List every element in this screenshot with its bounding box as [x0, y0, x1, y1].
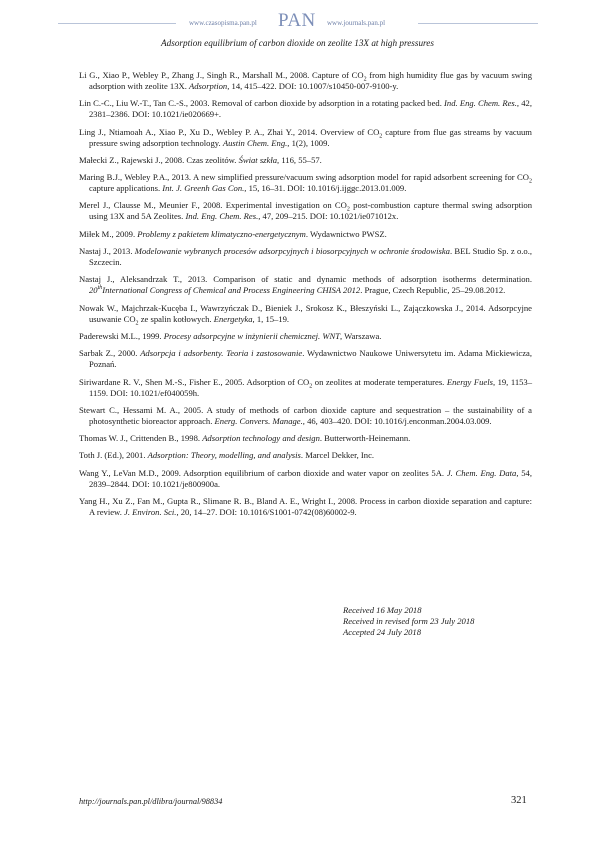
article-dates	[343, 605, 474, 639]
reference-text: Ling J., Ntiamoah A., Xiao P., Xu D., Webley P. A., Zhai Y., 2014. Overview of CO	[79, 126, 380, 137]
reference-text: , 54, 2839–2844. DOI: 10.1021/je800900a.	[89, 467, 532, 489]
reference-text: Sarbak Z., 2000.	[79, 348, 141, 359]
reference-text: Li G., Xiao P., Webley P., Zhang J., Singh R., Marshall M., 2008. Capture of CO	[79, 70, 364, 80]
reference-text: 2	[346, 207, 350, 214]
reference-text: Nastaj J., 2013.	[79, 246, 135, 257]
reference-text: Stewart C., Hessami M. A., 2005. A study of methods of carbon dioxide capture and sequestration – the sustainability of a photosynthetic bioreactor approach.	[79, 404, 532, 426]
reference-text: Energy Fuels	[446, 376, 493, 387]
reference-item	[79, 377, 532, 399]
reference-text: Energetyka	[213, 313, 253, 324]
reference-item	[79, 433, 532, 444]
reference-text: Świat szkła	[238, 154, 278, 165]
reference-text: . Prague, Czech Republic, 25–29.08.2012.	[360, 285, 506, 296]
reference-text: Wang Y., LeVan M.D., 2009. Adsorption equilibrium of carbon dioxide and water vapor on zeolites 5A.	[79, 467, 447, 478]
reference-text: th	[97, 285, 103, 292]
reference-text: . Wydawnictwo PWSZ.	[305, 228, 387, 239]
footer-journal-url[interactable]: http://journals.pan.pl/dlibra/journal/98834	[79, 797, 223, 806]
reference-text: Energ. Convers. Manage.	[214, 415, 303, 426]
reference-text: J. Environ. Sci.	[124, 507, 177, 518]
reference-text: . BEL Studio Sp. z o.o., Szczecin.	[89, 246, 532, 268]
reference-text: Ind. Eng. Chem. Res.	[185, 211, 259, 222]
masthead-url-left[interactable]: www.czasopisma.pan.pl	[189, 19, 257, 27]
reference-item	[79, 450, 532, 461]
reference-text: Adsorpcja i adsorbenty. Teoria i zastosowanie	[140, 348, 303, 359]
reference-text: , Warszawa.	[340, 330, 382, 341]
reference-text: Merel J., Clausse M., Meunier F., 2008. Experimental investigation on CO	[79, 200, 347, 211]
reference-text: Procesy adsorpcyjne w inżynierii chemicznej. WNT	[163, 330, 341, 341]
reference-text: Yang H., Xu Z., Fan M., Gupta R., Slimane R. B., Bland A. E., Wright I., 2008. Process in carbon dioxide separation and capture: A review.	[79, 496, 532, 518]
received-date: Received 16 May 2018	[343, 605, 422, 615]
reference-text: . Butterworth-Heinemann.	[319, 433, 411, 444]
accepted-date: Accepted 24 July 2018	[343, 627, 422, 638]
revised-date: Received in revised form 23 July 2018	[343, 616, 475, 627]
reference-text: Problemy z pakietem klimatyczno-energetycznym	[137, 228, 306, 239]
reference-text: Ind. Eng. Chem. Res.	[444, 98, 517, 109]
reference-text: . Wydawnictwo Naukowe Uniwersytetu im. Adama Mickiewicza, Poznań.	[89, 348, 532, 370]
reference-text: , 42, 2381–2386. DOI: 10.1021/ie020669+.	[89, 98, 532, 120]
reference-item	[79, 496, 532, 518]
reference-text: , 116, 55–57.	[277, 154, 322, 165]
reference-text: Miłek M., 2009.	[79, 228, 138, 239]
reference-text: , 20, 14–27. DOI: 10.1016/S1001-0742(08)60002-9.	[176, 507, 357, 518]
masthead	[0, 8, 595, 34]
reference-text: Int. J. Greenh Gas Con.	[162, 183, 245, 194]
reference-item	[79, 70, 532, 92]
reference-text: capture applications.	[89, 183, 163, 194]
reference-item	[79, 348, 532, 370]
reference-item	[79, 200, 532, 222]
reference-text: , 1, 15–19.	[252, 313, 290, 324]
reference-text: , 19, 1153–1159. DOI: 10.1021/ef040059h.	[89, 376, 533, 398]
reference-text: 2	[379, 133, 383, 140]
reference-text: 2	[529, 178, 532, 185]
reference-text: J. Chem. Eng. Data	[446, 467, 517, 478]
reference-item	[79, 229, 532, 240]
reference-text: capture from flue gas streams by vacuum pressure swing adsorption technology.	[89, 126, 532, 148]
reference-text: post-combustion capture thermal swing adsorption using 13X and 5A Zeolites.	[89, 200, 532, 222]
reference-text: , 46, 403–420. DOI: 10.1016/j.enconman.2004.03.009.	[302, 415, 492, 426]
reference-text: Austin Chem. Eng.	[222, 137, 288, 148]
reference-text: ze spalin kotłowych.	[138, 313, 214, 324]
reference-text: 20	[89, 285, 98, 296]
running-title: Adsorption equilibrium of carbon dioxide on zeolite 13X at high pressures	[161, 38, 434, 48]
reference-text: Małecki Z., Rajewski J., 2008. Czas zeolitów.	[79, 154, 239, 165]
reference-text: on zeolites at moderate temperatures.	[312, 376, 447, 387]
reference-text: , 1(2), 1009.	[287, 137, 330, 148]
reference-item	[79, 98, 532, 120]
reference-item	[79, 468, 532, 490]
reference-text: Lin C.-C., Liu W.-T., Tan C.-S., 2003. Removal of carbon dioxide by adsorption in a rotating packed bed.	[79, 98, 445, 109]
reference-text: . Marcel Dekker, Inc.	[300, 450, 375, 461]
reference-text: , 15, 16–31. DOI: 10.1016/j.ijggc.2013.01.009.	[244, 183, 407, 194]
reference-text: , 47, 209–215. DOI: 10.1021/ie071012x.	[258, 211, 399, 222]
reference-text: Toth J. (Ed.), 2001.	[79, 450, 148, 461]
reference-text: Adsorption technology and design	[202, 433, 320, 444]
reference-item	[79, 172, 532, 194]
reference-text: 2	[309, 383, 313, 390]
reference-text: Adsorption	[189, 81, 228, 91]
reference-text: International Congress of Chemical and Process Engineering CHISA 2012	[102, 285, 361, 296]
reference-text: Nastaj J., Aleksandrzak T., 2013. Comparison of static and dynamic methods of adsorption isotherms determination.	[79, 274, 532, 285]
reference-text: Thomas W. J., Crittenden B., 1998.	[79, 433, 203, 444]
reference-text: Siriwardane R. V., Shen M.-S., Fisher E., 2005. Adsorption of CO	[79, 376, 310, 387]
reference-text: , 14, 415–422. DOI: 10.1007/s10450-007-9100-y.	[227, 81, 399, 91]
reference-item	[79, 155, 532, 166]
masthead-rule-right	[418, 23, 538, 24]
reference-text: from high humidity flue gas by vacuum swing adsorption with zeolite 13X.	[89, 70, 532, 91]
reference-text: Modelowanie wybranych procesów adsorpcyjnych i biosorpcyjnych w ochronie środowiska	[134, 246, 450, 257]
masthead-rule-left	[58, 23, 176, 24]
reference-text: Maring B.J., Webley P.A., 2013. A new simplified pressure/vacuum swing adsorption model for rapid adsorbent screening for CO	[79, 172, 529, 183]
reference-item	[79, 274, 532, 296]
pan-logo: PAN	[278, 10, 316, 31]
reference-item	[79, 303, 532, 325]
reference-text: Nowak W., Majchrzak-Kucęba I., Wawrzyńczak D., Bieniek J., Srokosz K., Błeszyński L., Zajączkowska J., 2014. Adsorpcyjne usuwanie CO	[79, 302, 532, 324]
reference-text: 2	[135, 320, 139, 327]
reference-item	[79, 246, 532, 268]
reference-item	[79, 127, 532, 149]
reference-item	[79, 331, 532, 342]
page-number: 321	[511, 795, 527, 806]
reference-text: 2	[363, 76, 367, 83]
reference-text: Adsorption: Theory, modelling, and analysis	[147, 450, 301, 461]
reference-text: Paderewski M.L., 1999.	[79, 330, 164, 341]
reference-list	[79, 70, 532, 524]
reference-item	[79, 405, 532, 427]
masthead-url-right[interactable]: www.journals.pan.pl	[327, 19, 386, 27]
